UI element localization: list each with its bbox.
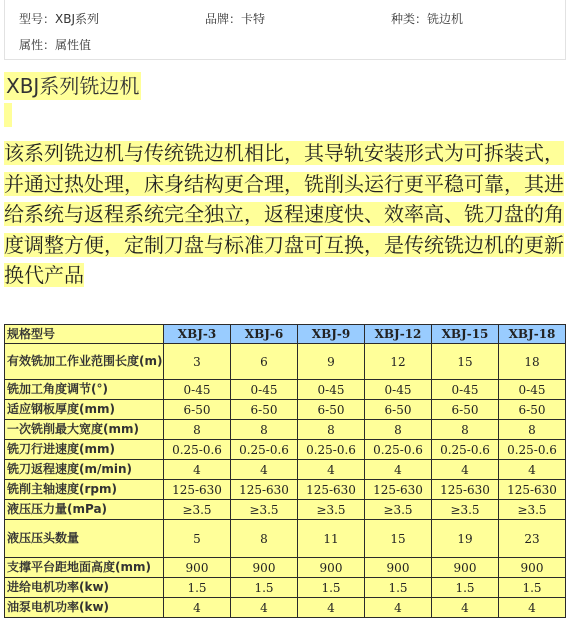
spec-value: 0.25-0.6 <box>432 440 499 460</box>
spec-value: 8 <box>432 420 499 440</box>
spec-row-label: 一次铣削最大宽度(mm) <box>5 420 164 440</box>
spec-value: 0-45 <box>298 380 365 400</box>
spec-row-label: 液压压力量(mPa) <box>5 500 164 520</box>
spec-value: 11 <box>298 520 365 558</box>
model-attribute: 型号：XBJ系列 <box>19 12 99 26</box>
spec-value: 9 <box>298 344 365 380</box>
spec-value: 8 <box>499 420 566 440</box>
spec-value: 6-50 <box>298 400 365 420</box>
spec-value: 0.25-0.6 <box>231 440 298 460</box>
product-title: XBJ系列铣边机 <box>6 74 140 98</box>
spec-value: 900 <box>231 558 298 578</box>
spec-value: 0.25-0.6 <box>164 440 231 460</box>
spec-value: 1.5 <box>432 578 499 598</box>
table-row <box>5 440 566 460</box>
table-row <box>5 500 566 520</box>
table-row <box>5 578 566 598</box>
spec-value: 0-45 <box>432 380 499 400</box>
spec-value: 4 <box>432 598 499 618</box>
model-header: XBJ-12 <box>365 325 432 344</box>
table-row <box>5 344 566 380</box>
spec-table <box>4 324 566 618</box>
model-header: XBJ-18 <box>499 325 566 344</box>
spec-value: 4 <box>298 598 365 618</box>
spec-row-label: 油泵电机功率(kw) <box>5 598 164 618</box>
spec-value: 4 <box>231 598 298 618</box>
spec-value: 18 <box>499 344 566 380</box>
attributes-row-2 <box>5 30 565 58</box>
spec-value: 4 <box>164 460 231 480</box>
spec-value: 125-630 <box>432 480 499 500</box>
spec-row-label: 铣削主轴速度(rpm) <box>5 480 164 500</box>
table-row <box>5 420 566 440</box>
spec-value: 6-50 <box>365 400 432 420</box>
spec-value: 5 <box>164 520 231 558</box>
spec-value: ≥3.5 <box>298 500 365 520</box>
spec-value: 125-630 <box>365 480 432 500</box>
property-attribute: 属性：属性值 <box>19 38 92 52</box>
spec-value: 1.5 <box>499 578 566 598</box>
spec-value: 6-50 <box>499 400 566 420</box>
spec-value: 23 <box>499 520 566 558</box>
spec-value: 900 <box>432 558 499 578</box>
table-row <box>5 520 566 558</box>
spec-value: 8 <box>231 420 298 440</box>
spec-value: ≥3.5 <box>365 500 432 520</box>
spec-value: 12 <box>365 344 432 380</box>
spec-value: 0.25-0.6 <box>365 440 432 460</box>
spec-row-label: 支撑平台距地面高度(mm) <box>5 558 164 578</box>
spec-value: 19 <box>432 520 499 558</box>
spec-value: 8 <box>164 420 231 440</box>
spec-value: ≥3.5 <box>231 500 298 520</box>
table-row <box>5 400 566 420</box>
spec-value: 125-630 <box>499 480 566 500</box>
spec-value: 1.5 <box>231 578 298 598</box>
spec-value: 4 <box>365 460 432 480</box>
spec-value: 125-630 <box>231 480 298 500</box>
spec-value: 125-630 <box>298 480 365 500</box>
spec-header-label: 规格型号 <box>5 325 164 344</box>
spec-value: 4 <box>231 460 298 480</box>
spec-value: 0-45 <box>499 380 566 400</box>
spec-row-label: 铣刀行进速度(mm) <box>5 440 164 460</box>
table-row <box>5 380 566 400</box>
spec-value: 4 <box>365 598 432 618</box>
spec-value: 15 <box>432 344 499 380</box>
spec-row-label: 铣刀返程速度(m/min) <box>5 460 164 480</box>
spec-row-label: 铣加工角度调节(°) <box>5 380 164 400</box>
table-row <box>5 598 566 618</box>
spec-value: ≥3.5 <box>432 500 499 520</box>
brand-attribute: 品牌：卡特 <box>205 12 266 26</box>
table-row <box>5 480 566 500</box>
model-header: XBJ-15 <box>432 325 499 344</box>
spec-value: 125-630 <box>164 480 231 500</box>
spec-value: 8 <box>365 420 432 440</box>
spec-value: 0-45 <box>164 380 231 400</box>
spec-header-row <box>5 325 566 344</box>
table-row <box>5 460 566 480</box>
spec-value: 0.25-0.6 <box>298 440 365 460</box>
spec-value: 4 <box>298 460 365 480</box>
spec-value: 4 <box>499 598 566 618</box>
highlight-spacer <box>4 103 12 127</box>
spec-value: 1.5 <box>164 578 231 598</box>
spec-row-label: 有效铣加工作业范围长度(m) <box>5 344 164 380</box>
spec-row-label: 适应钢板厚度(mm) <box>5 400 164 420</box>
spec-value: 6-50 <box>164 400 231 420</box>
spec-value: 4 <box>499 460 566 480</box>
spec-value: 8 <box>298 420 365 440</box>
spec-value: 900 <box>365 558 432 578</box>
spec-value: 0-45 <box>231 380 298 400</box>
spec-row-label: 液压压头数量 <box>5 520 164 558</box>
product-description <box>4 138 570 291</box>
model-header: XBJ-6 <box>231 325 298 344</box>
spec-value: 900 <box>298 558 365 578</box>
model-header: XBJ-3 <box>164 325 231 344</box>
spec-value: ≥3.5 <box>164 500 231 520</box>
spec-value: 1.5 <box>365 578 432 598</box>
model-header: XBJ-9 <box>298 325 365 344</box>
spec-value: 3 <box>164 344 231 380</box>
table-row <box>5 558 566 578</box>
spec-value: 0.25-0.6 <box>499 440 566 460</box>
spec-value: 6-50 <box>432 400 499 420</box>
spec-value: 900 <box>499 558 566 578</box>
spec-value: 8 <box>231 520 298 558</box>
spec-row-label: 进给电机功率(kw) <box>5 578 164 598</box>
spec-value: ≥3.5 <box>499 500 566 520</box>
spec-value: 6 <box>231 344 298 380</box>
description-text: 该系列铣边机与传统铣边机相比，其导轨安装形式为可拆装式，并通过热处理，床身结构更合理，铣削头运行更平稳可靠，其进给系统与返程系统完全独立，返程速度快、效率高、铣刀盘的角度调整方便，定制刀盘与标准刀盘可互换，是传统铣边机的更新换代产品 <box>4 141 564 287</box>
attributes-row-1 <box>5 4 565 32</box>
spec-value: 1.5 <box>298 578 365 598</box>
category-attribute: 种类：铣边机 <box>391 12 464 26</box>
spec-value: 4 <box>432 460 499 480</box>
product-attributes-box <box>4 0 566 60</box>
spec-value: 4 <box>164 598 231 618</box>
spec-value: 0-45 <box>365 380 432 400</box>
spec-value: 6-50 <box>231 400 298 420</box>
spec-value: 900 <box>164 558 231 578</box>
spec-value: 15 <box>365 520 432 558</box>
